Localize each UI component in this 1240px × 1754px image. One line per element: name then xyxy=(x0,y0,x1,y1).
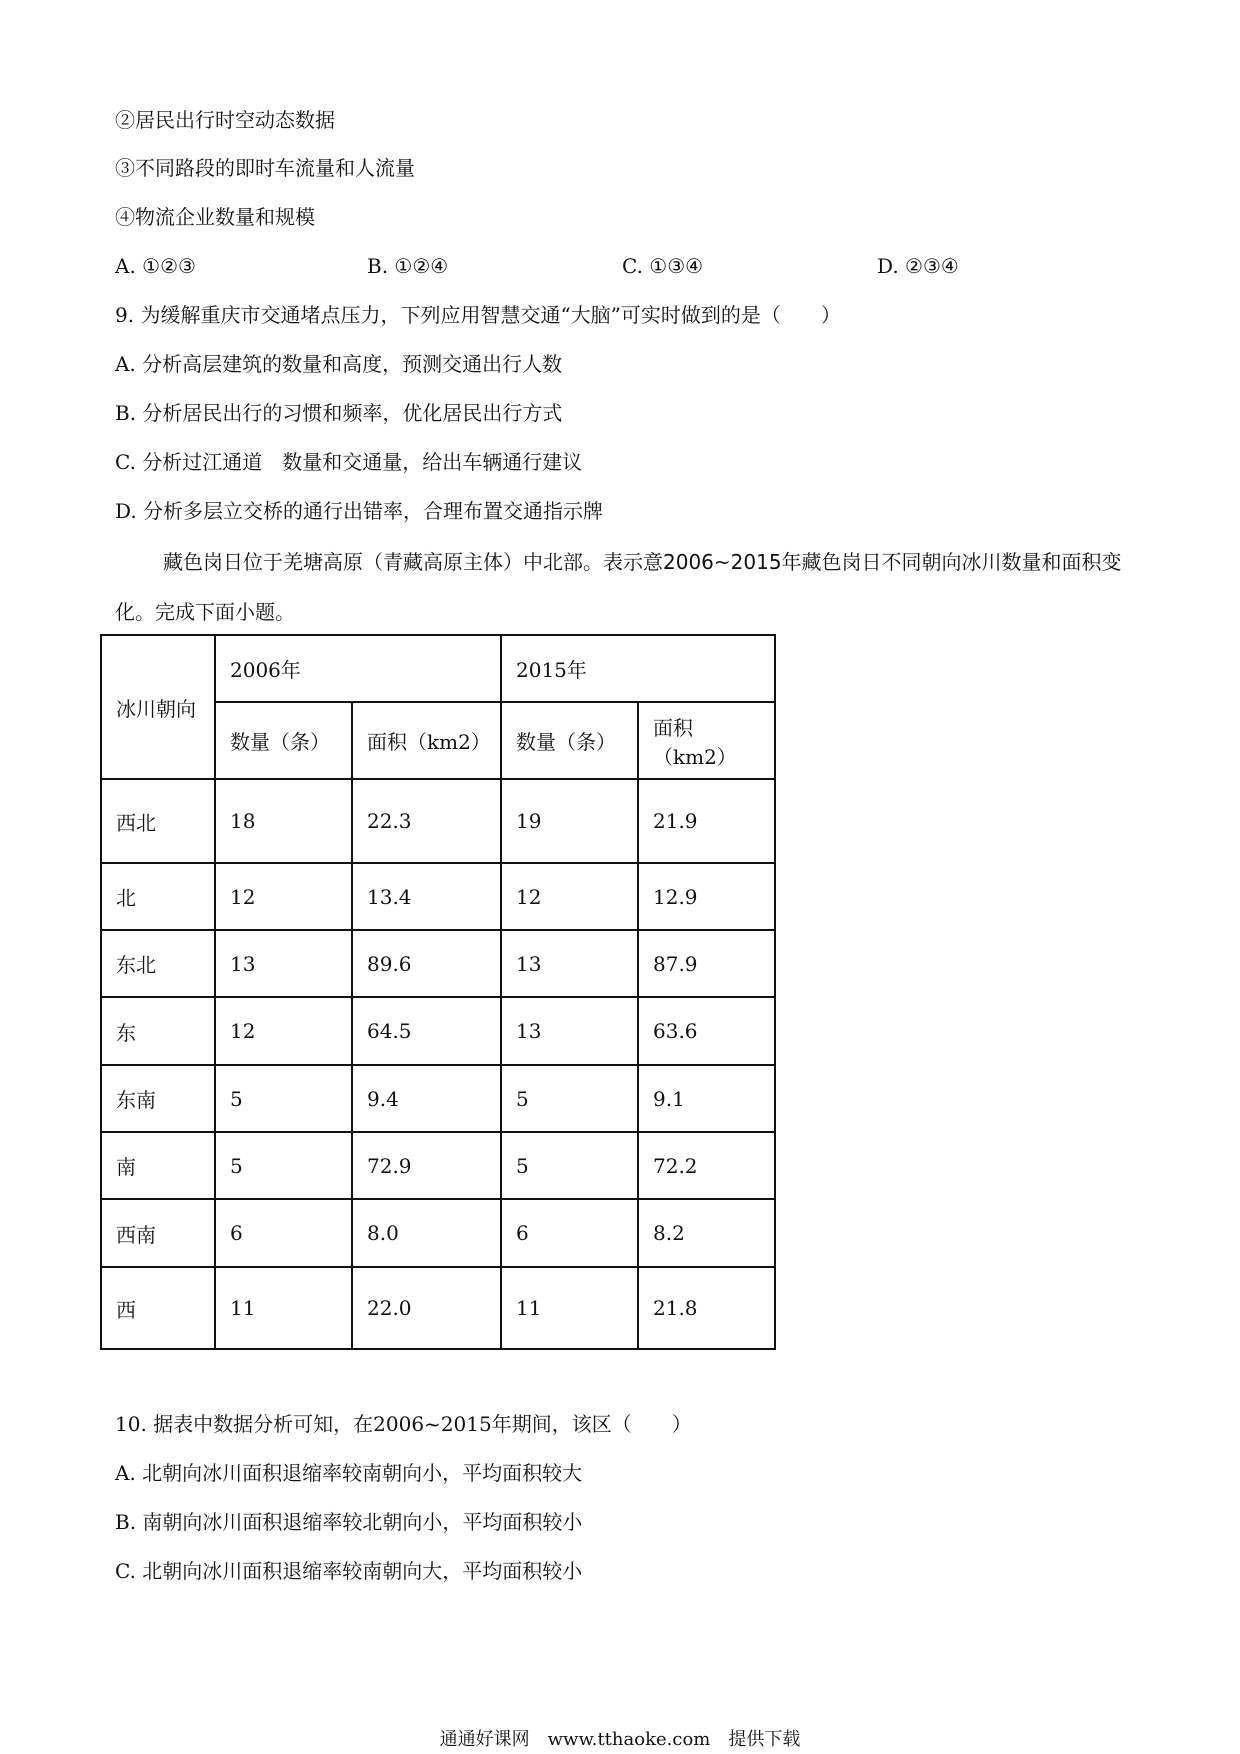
cell-count-2006: 12 xyxy=(215,997,352,1065)
q10-option-b: B. 南朝向冰川面积退缩率较北朝向小，平均面积较小 xyxy=(115,1510,583,1534)
page-footer: 通通好课网 www.tthaoke.com 提供下载 xyxy=(439,1729,801,1750)
table-header-row xyxy=(101,635,775,702)
cell-count-2006: 13 xyxy=(215,930,352,997)
table-row xyxy=(101,1267,775,1349)
cell-count-2006: 5 xyxy=(215,1132,352,1199)
header-2015: 2015年 xyxy=(501,635,775,702)
cell-area-2006: 22.3 xyxy=(352,779,501,863)
cell-orientation: 东北 xyxy=(101,930,215,997)
cell-count-2006: 18 xyxy=(215,779,352,863)
cell-count-2006: 6 xyxy=(215,1199,352,1267)
table-row xyxy=(101,997,775,1065)
cell-area-2015: 12.9 xyxy=(638,863,775,930)
cell-area-2015: 21.9 xyxy=(638,779,775,863)
table-row xyxy=(101,779,775,863)
cell-area-2015: 21.8 xyxy=(638,1267,775,1349)
cell-area-2006: 64.5 xyxy=(352,997,501,1065)
q8-option-c: C. ①③④ xyxy=(622,254,704,278)
table-row xyxy=(101,1065,775,1132)
cell-count-2006: 11 xyxy=(215,1267,352,1349)
q8-item-2: ②居民出行时空动态数据 xyxy=(115,108,335,132)
q9-option-d: D. 分析多层立交桥的通行出错率，合理布置交通指示牌 xyxy=(115,499,604,523)
cell-orientation: 西 xyxy=(101,1267,215,1349)
cell-area-2015: 87.9 xyxy=(638,930,775,997)
cell-area-2006: 22.0 xyxy=(352,1267,501,1349)
cell-area-2006: 8.0 xyxy=(352,1199,501,1267)
cell-count-2015: 5 xyxy=(501,1132,638,1199)
q8-option-b: B. ①②④ xyxy=(367,254,449,278)
intro-paragraph xyxy=(115,537,1125,637)
cell-orientation: 东 xyxy=(101,997,215,1065)
q8-item-4: ④物流企业数量和规模 xyxy=(115,205,315,229)
q10-stem: 10. 据表中数据分析可知，在2006~2015年期间，该区（ ） xyxy=(115,1412,692,1436)
q9-stem: 9. 为缓解重庆市交通堵点压力，下列应用智慧交通“大脑”可实时做到的是（ ） xyxy=(115,303,841,327)
cell-orientation: 西北 xyxy=(101,779,215,863)
table-row xyxy=(101,1199,775,1267)
table-row xyxy=(101,1132,775,1199)
cell-count-2015: 6 xyxy=(501,1199,638,1267)
q8-option-d: D. ②③④ xyxy=(877,254,959,278)
table-body xyxy=(101,779,775,1349)
q10-option-a: A. 北朝向冰川面积退缩率较南朝向小，平均面积较大 xyxy=(115,1461,583,1485)
cell-orientation: 南 xyxy=(101,1132,215,1199)
cell-orientation: 东南 xyxy=(101,1065,215,1132)
table-row xyxy=(101,863,775,930)
subheader-count-2015: 数量（条） xyxy=(501,702,638,779)
cell-count-2015: 12 xyxy=(501,863,638,930)
cell-area-2015: 9.1 xyxy=(638,1065,775,1132)
cell-count-2015: 5 xyxy=(501,1065,638,1132)
table-row xyxy=(101,930,775,997)
subheader-area-2015: 面积（km2） xyxy=(638,702,775,779)
header-2006: 2006年 xyxy=(215,635,501,702)
cell-area-2006: 9.4 xyxy=(352,1065,501,1132)
cell-area-2015: 63.6 xyxy=(638,997,775,1065)
glacier-table xyxy=(100,634,776,1350)
intro-text: 藏色岗日位于羌塘高原（青藏高原主体）中北部。表示意2006~2015年藏色岗日不同朝向冰川数量和面积变化。完成下面小题。 xyxy=(115,550,1122,624)
q9-option-c: C. 分析过江通道 数量和交通量，给出车辆通行建议 xyxy=(115,450,583,474)
header-orientation: 冰川朝向 xyxy=(101,635,215,779)
cell-count-2015: 11 xyxy=(501,1267,638,1349)
cell-count-2006: 12 xyxy=(215,863,352,930)
q9-option-b: B. 分析居民出行的习惯和频率，优化居民出行方式 xyxy=(115,401,563,425)
cell-count-2015: 13 xyxy=(501,930,638,997)
q10-option-c: C. 北朝向冰川面积退缩率较南朝向大，平均面积较小 xyxy=(115,1559,583,1583)
cell-orientation: 北 xyxy=(101,863,215,930)
cell-area-2006: 89.6 xyxy=(352,930,501,997)
q8-option-a: A. ①②③ xyxy=(115,254,196,278)
subheader-area-2006: 面积（km2） xyxy=(352,702,501,779)
cell-count-2015: 19 xyxy=(501,779,638,863)
cell-area-2006: 13.4 xyxy=(352,863,501,930)
q8-item-3: ③不同路段的即时车流量和人流量 xyxy=(115,156,415,180)
cell-count-2006: 5 xyxy=(215,1065,352,1132)
cell-area-2006: 72.9 xyxy=(352,1132,501,1199)
cell-orientation: 西南 xyxy=(101,1199,215,1267)
cell-count-2015: 13 xyxy=(501,997,638,1065)
cell-area-2015: 72.2 xyxy=(638,1132,775,1199)
subheader-count-2006: 数量（条） xyxy=(215,702,352,779)
q9-option-a: A. 分析高层建筑的数量和高度，预测交通出行人数 xyxy=(115,352,563,376)
cell-area-2015: 8.2 xyxy=(638,1199,775,1267)
